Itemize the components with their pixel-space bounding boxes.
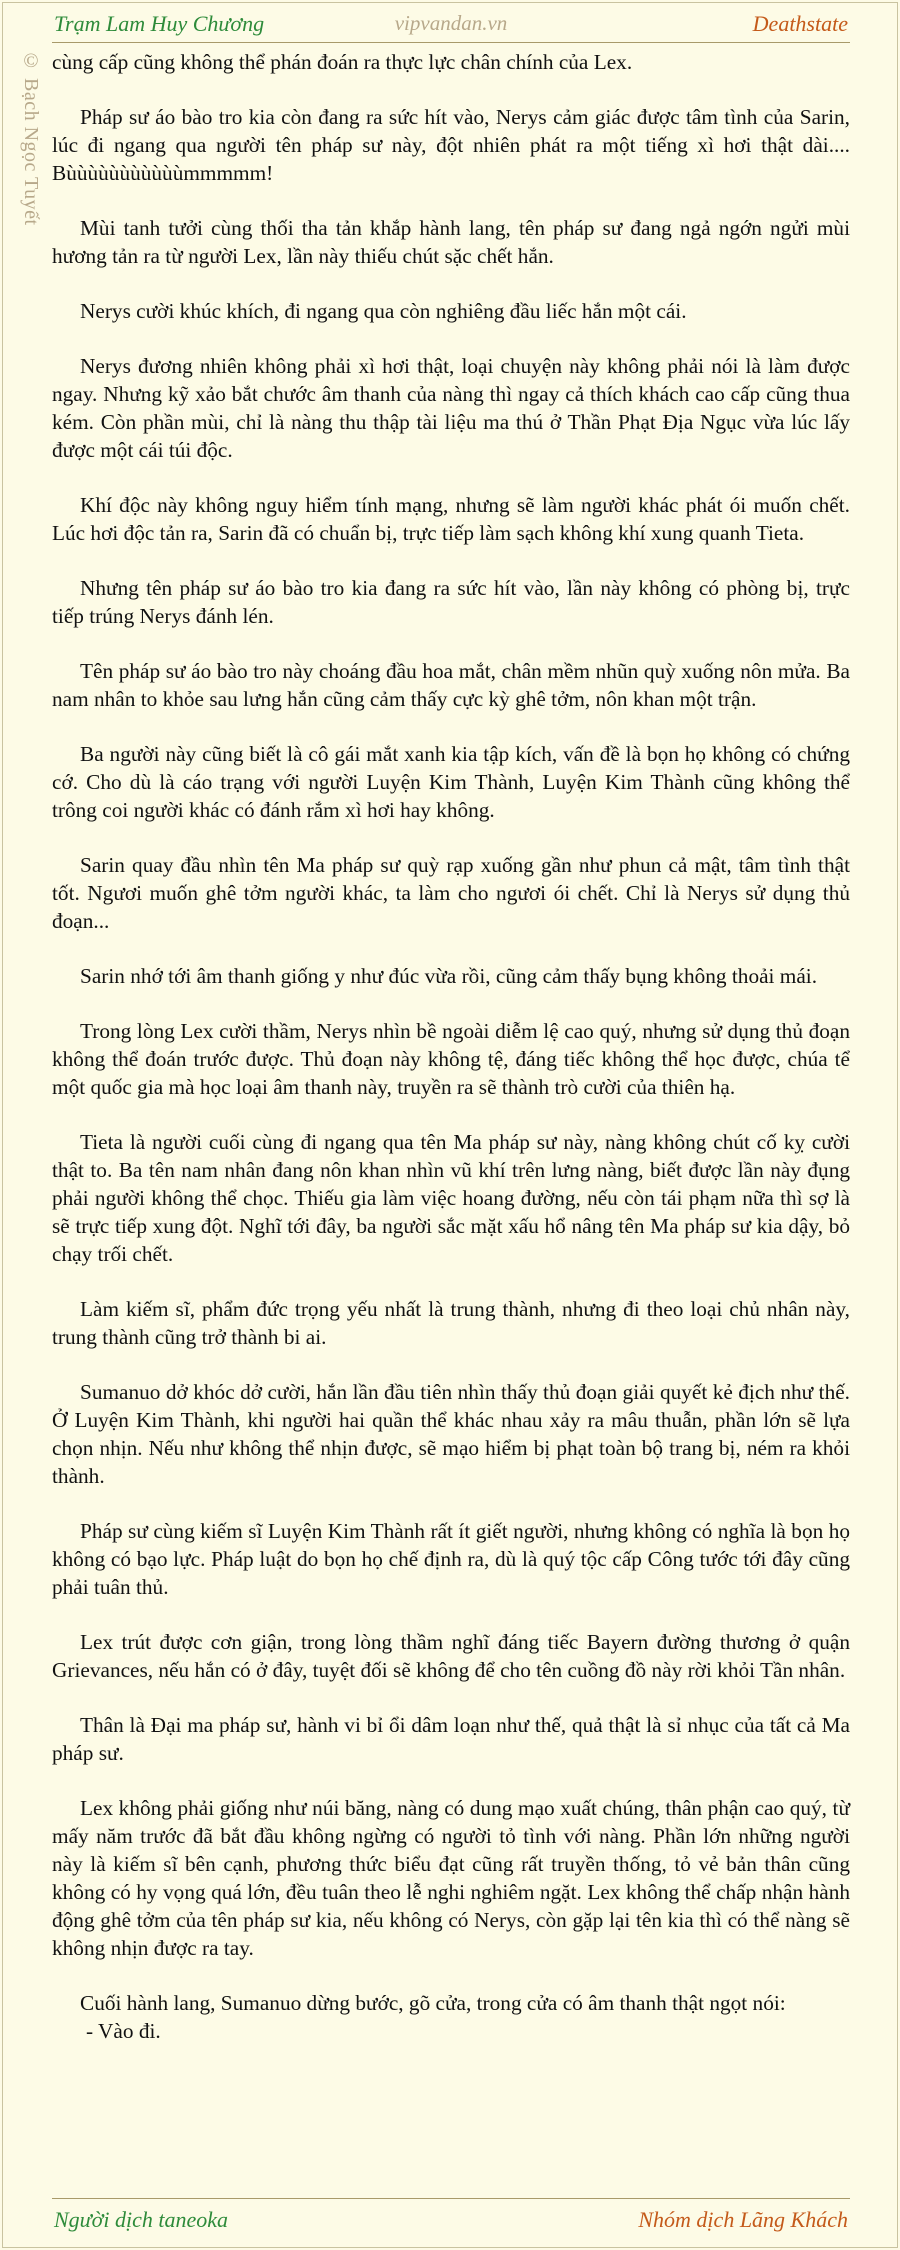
- header-author: Deathstate: [752, 11, 848, 36]
- paragraph: Sarin quay đầu nhìn tên Ma pháp sư quỳ rạp xuống gần như phun cả mật, tâm tình thật tốt. Ngươi muốn ghê tởm người khác, ta làm cho ngươi ói chết. Chỉ là Nerys sử dụng thủ đoạn...: [52, 853, 850, 933]
- header-site-name: vipvandan.vn: [394, 11, 508, 35]
- paragraph: Khí độc này không nguy hiểm tính mạng, nhưng sẽ làm người khác phát ói muốn chết. Lúc hơi độc tản ra, Sarin đã có chuẩn bị, trực tiếp làm sạch không khí xung quanh Tieta.: [52, 493, 850, 545]
- paragraph: Pháp sư áo bào tro kia còn đang ra sức hít vào, Nerys cảm giác được tâm tình của Sarin, lúc đi ngang qua người tên pháp sư này, đột nhiên phát ra một tiếng xì hơi thật dài.... Bùùùùùùùùùùùmmmmm!: [52, 105, 850, 185]
- paragraph: Sarin nhớ tới âm thanh giống y như đúc vừa rồi, cũng cảm thấy bụng không thoải mái.: [80, 964, 818, 988]
- chapter-text: [52, 48, 850, 2045]
- paragraph: Trong lòng Lex cười thầm, Nerys nhìn bề ngoài diễm lệ cao quý, nhưng sử dụng thủ đoạn không thể đoán trước được. Thủ đoạn này không tệ, đáng tiếc không thể học được, chúa tể một quốc gia mà học loại âm thanh này, truyền ra sẽ thành trò cười của thiên hạ.: [52, 1019, 850, 1099]
- paragraph: Làm kiếm sĩ, phẩm đức trọng yếu nhất là trung thành, nhưng đi theo loại chủ nhân này, trung thành cũng trở thành bi ai.: [52, 1297, 850, 1349]
- dialogue-line: - Vào đi.: [86, 2019, 161, 2043]
- paragraph: Lex trút được cơn giận, trong lòng thầm nghĩ đáng tiếc Bayern đường thương ở quận Grievances, nếu hắn có ở đây, tuyệt đối sẽ không để cho tên cuồng đồ này rời khỏi Tần nhân.: [52, 1630, 850, 1682]
- paragraph: Ba người này cũng biết là cô gái mắt xanh kia tập kích, vấn đề là bọn họ không có chứng cớ. Cho dù là cáo trạng với người Luyện Kim Thành, Luyện Kim Thành cũng không thể trông coi người khác có đánh rắm xì hơi hay không.: [52, 742, 850, 822]
- page-footer: [52, 2198, 850, 2239]
- paragraph: Tieta là người cuối cùng đi ngang qua tên Ma pháp sư này, nàng không chút cố kỵ cười thật to. Ba tên nam nhân đang nôn khan nhìn vũ khí trên lưng nàng, biết được lần này đụng phải người không thể chọc. Thiếu gia làm việc hoang đường, nếu còn tái phạm nữa thì sợ là sẽ trực tiếp xung đột. Nghĩ tới đây, ba người sắc mặt xấu hổ nâng tên Ma pháp sư kia dậy, bỏ chạy trối chết.: [52, 1130, 850, 1266]
- footer-translation-group: Nhóm dịch Lãng Khách: [638, 2207, 848, 2232]
- paragraph: Mùi tanh tưởi cùng thối tha tản khắp hành lang, tên pháp sư đang ngả ngớn ngửi mùi hương tản ra từ người Lex, lần này thiếu chút sặc chết hắn.: [52, 216, 850, 268]
- paragraph: Lex không phải giống như núi băng, nàng có dung mạo xuất chúng, thân phận cao quý, từ mấy năm trước đã bắt đầu không ngừng có người tỏ tình với nàng. Phần lớn những người này là kiếm sĩ bên cạnh, phương thức biểu đạt cũng rất truyền thống, tỏ vẻ bản thân cũng không có hy vọng quá lớn, đều tuân theo lễ nghi nghiêm ngặt. Lex không thể chấp nhận hành động ghê tởm của tên pháp sư kia, nếu không có Nerys, còn gặp lại tên kia thì có thể nàng sẽ không nhịn được ra tay.: [52, 1796, 850, 1960]
- paragraph: Sumanuo dở khóc dở cười, hắn lần đầu tiên nhìn thấy thủ đoạn giải quyết kẻ địch như thế. Ở Luyện Kim Thành, khi người hai quần thể khác nhau xảy ra mâu thuẫn, phần lớn sẽ lựa chọn nhịn. Nếu như không thể nhịn được, sẽ mạo hiểm bị phạt toàn bộ trang bị, ném ra khỏi thành.: [52, 1380, 850, 1488]
- side-copyright-credit: © Bạch Ngọc Tuyết: [20, 50, 42, 226]
- paragraph: Nhưng tên pháp sư áo bào tro kia đang ra sức hít vào, lần này không có phòng bị, trực tiếp trúng Nerys đánh lén.: [52, 576, 850, 628]
- paragraph: Nerys cười khúc khích, đi ngang qua còn nghiêng đầu liếc hắn một cái.: [80, 299, 687, 323]
- paragraph: cùng cấp cũng không thể phán đoán ra thực lực chân chính của Lex.: [52, 50, 633, 74]
- paragraph: Cuối hành lang, Sumanuo dừng bước, gõ cửa, trong cửa có âm thanh thật ngọt nói:: [80, 1991, 786, 2015]
- footer-translator: Người dịch taneoka: [54, 2207, 229, 2232]
- paragraph: Tên pháp sư áo bào tro này choáng đầu hoa mắt, chân mềm nhũn quỳ xuống nôn mửa. Ba nam nhân to khỏe sau lưng hắn cũng cảm thấy cực kỳ ghê tởm, nôn khan một trận.: [52, 659, 850, 711]
- paragraph: Pháp sư cùng kiếm sĩ Luyện Kim Thành rất ít giết người, nhưng không có nghĩa là bọn họ không có bạo lực. Pháp luật do bọn họ chế định ra, dù là quý tộc cấp Công tước tới đây cũng phải tuân thủ.: [52, 1519, 850, 1599]
- header-book-title: Trạm Lam Huy Chương: [54, 11, 265, 36]
- paragraph: Thân là Đại ma pháp sư, hành vi bỉ ổi dâm loạn như thế, quả thật là sỉ nhục của tất cả Ma pháp sư.: [52, 1713, 850, 1765]
- paragraph: Nerys đương nhiên không phải xì hơi thật, loại chuyện này không phải nói là làm được ngay. Nhưng kỹ xảo bắt chước âm thanh của nàng thì ngay cả thích khách cao cấp cũng thua kém. Còn phần mùi, chỉ là nàng thu thập tài liệu ma thú ở Thần Phạt Địa Ngục vừa lúc lấy được một cái túi độc.: [52, 354, 850, 462]
- page-header: [52, 6, 850, 43]
